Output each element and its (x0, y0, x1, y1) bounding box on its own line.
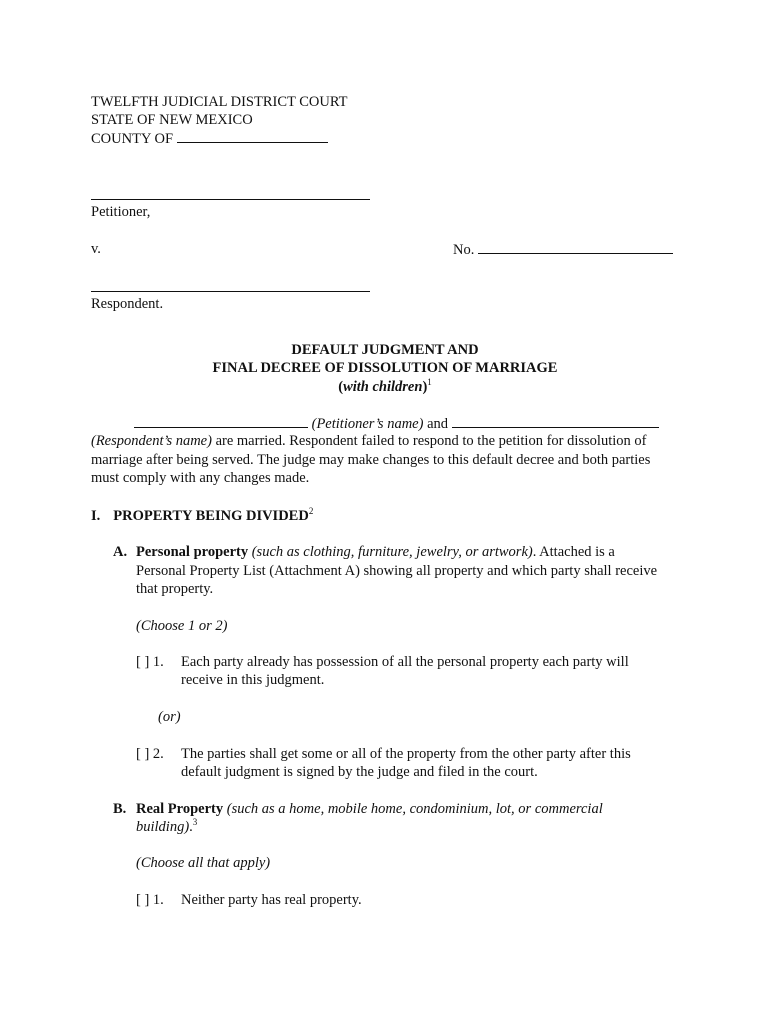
county-blank[interactable] (177, 129, 328, 143)
respondent-name-line[interactable] (91, 291, 370, 292)
item-a-line-2: Personal Property List (Attachment A) showing all property and which party shall receive (136, 563, 658, 579)
item-a-line-1: Personal property (such as clothing, furniture, jewelry, or artwork). Attached is a (136, 544, 615, 560)
footnote-marker-3: 3 (192, 817, 198, 827)
title-line-1: DEFAULT JUDGMENT AND (291, 342, 479, 358)
item-b-letter: B. (113, 801, 127, 817)
court-state: STATE OF NEW MEXICO (91, 112, 253, 128)
case-no-blank[interactable] (478, 240, 673, 254)
court-name: TWELFTH JUDICIAL DISTRICT COURT (91, 94, 348, 110)
item-a-line-3: that property. (136, 581, 214, 597)
petitioner-label: Petitioner, (91, 204, 151, 220)
petitioner-name-line[interactable] (91, 199, 370, 200)
item-a-option-2-line-1: The parties shall get some or all of the property from the other party after this (181, 746, 631, 762)
item-a-option-1-line-2: receive in this judgment. (181, 672, 325, 688)
petitioner-name-blank[interactable] (134, 414, 308, 428)
intro-line-1: (Petitioner’s name) and (134, 414, 659, 434)
item-b-option-1-text: Neither party has real property. (181, 892, 362, 908)
versus-label: v. (91, 241, 101, 257)
title-line-2: FINAL DECREE OF DISSOLUTION OF MARRIAGE (212, 360, 558, 376)
item-a-option-2-checkbox[interactable]: [ ] 2. (136, 746, 164, 762)
title-line-3: (with children)$^1$ (338, 377, 432, 395)
intro-line-2: (Respondent’s name) are married. Respondent failed to respond to the petition for dissolution of (91, 433, 647, 449)
section-1-heading: I. PROPERTY BEING DIVIDED$^2$ (91, 506, 314, 524)
respondent-label: Respondent. (91, 296, 164, 312)
intro-line-4: must comply with any changes made. (91, 470, 310, 486)
item-b-line-2: building).$^3$ (136, 817, 198, 835)
footnote-marker-2: 2 (308, 506, 314, 516)
item-a-option-1-checkbox[interactable]: [ ] 1. (136, 654, 164, 670)
item-b-option-1-checkbox[interactable]: [ ] 1. (136, 892, 164, 908)
item-a-option-2-line-2: default judgment is signed by the judge and filed in the court. (181, 764, 538, 780)
item-b-line-1: Real Property (such as a home, mobile home, condominium, lot, or commercial (136, 801, 603, 817)
item-b-choose: (Choose all that apply) (136, 855, 271, 871)
case-no-label: No. (453, 242, 475, 258)
case-number (453, 240, 673, 260)
item-a-option-1-line-1: Each party already has possession of all the personal property each party will (181, 654, 629, 670)
item-a-choose: (Choose 1 or 2) (136, 618, 228, 634)
court-county (91, 129, 328, 149)
county-label: COUNTY OF (91, 131, 174, 147)
footnote-marker-1: 1 (427, 377, 432, 387)
respondent-name-blank[interactable] (452, 414, 659, 428)
item-a-or: (or) (158, 709, 181, 725)
intro-line-3: marriage after being served. The judge may make changes to this default decree and both parties (91, 452, 651, 468)
item-a-letter: A. (113, 544, 128, 560)
